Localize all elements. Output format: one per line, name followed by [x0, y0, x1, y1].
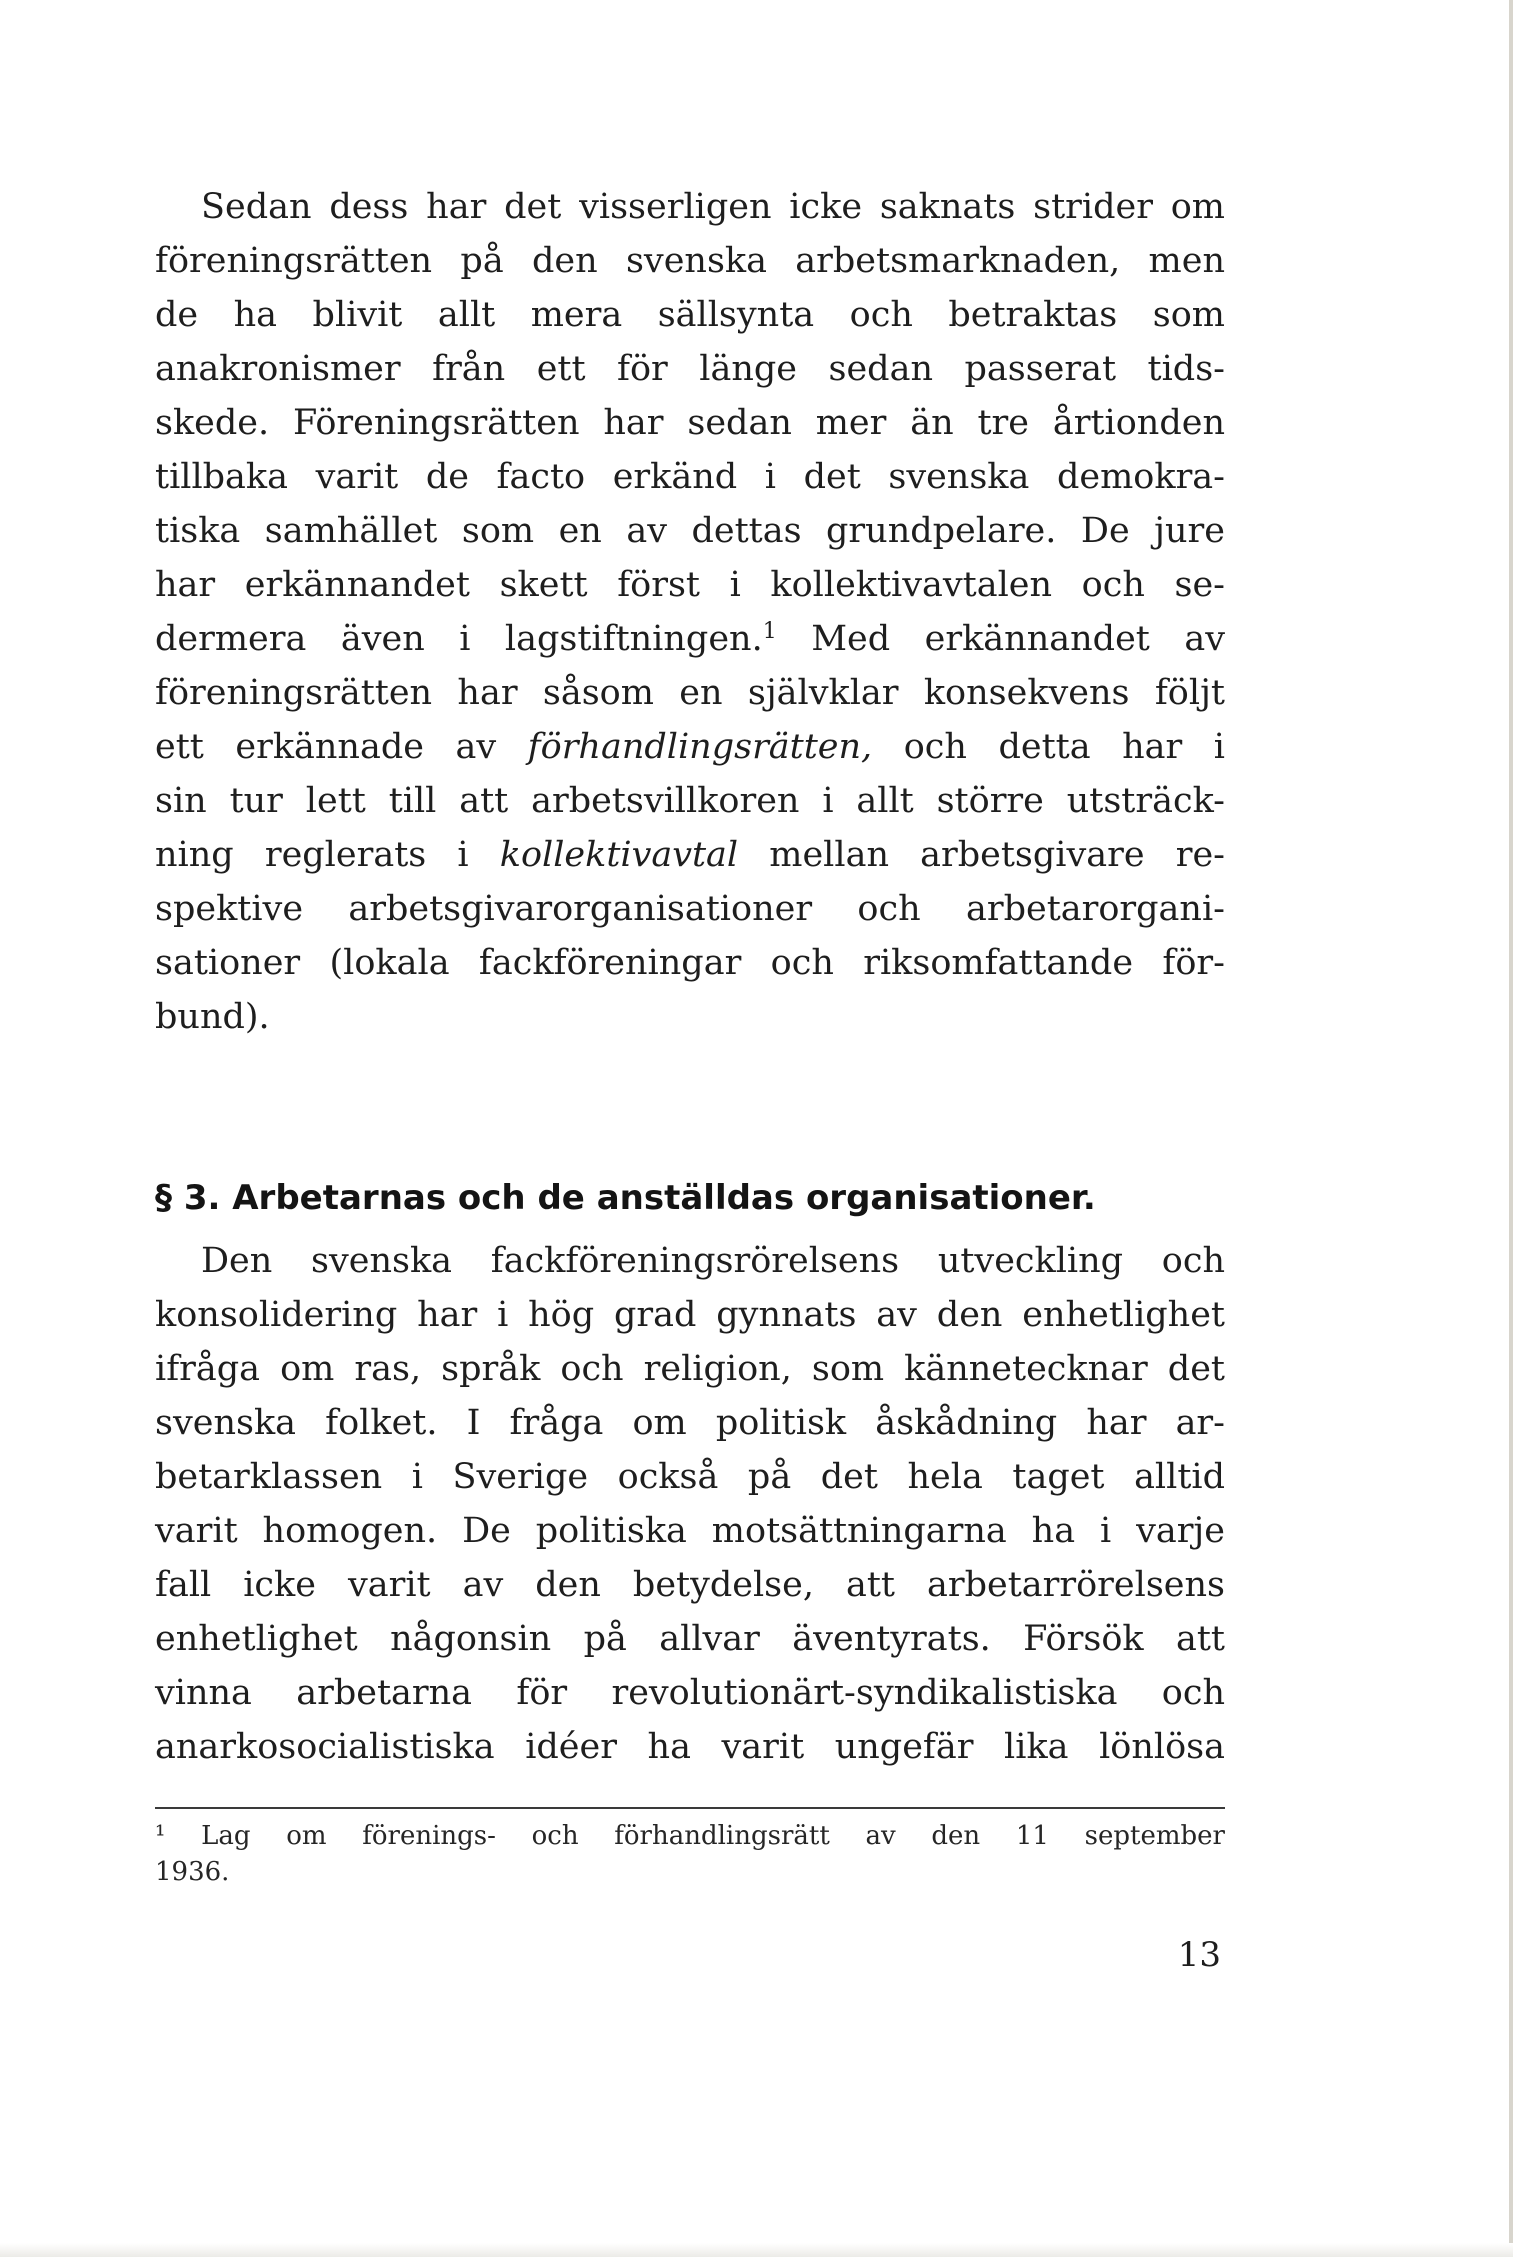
text-line [155, 882, 1225, 936]
text-segment: betarklassen i Sverige också på det hela taget alltid [155, 1457, 1225, 1497]
text-segment: mellan arbetsgivare re- [738, 835, 1225, 875]
text-line [155, 558, 1225, 612]
page-number: 13 [1177, 1935, 1221, 1975]
text-segment: sin tur lett till att arbetsvillkoren i allt större utsträck- [155, 781, 1225, 821]
text-segment: anakronismer från ett för länge sedan passerat tids- [155, 349, 1225, 389]
text-segment: bund). [155, 997, 270, 1037]
text-segment: föreningsrätten har såsom en självklar konsekvens följt [155, 673, 1225, 713]
text-segment: spektive arbetsgivarorganisationer och arbetarorgani- [155, 889, 1225, 929]
text-segment: vinna arbetarna för revolutionärt-syndikalistiska och [155, 1673, 1225, 1713]
text-line [155, 450, 1225, 504]
text-line [155, 234, 1225, 288]
text-line [155, 1450, 1225, 1504]
footnote-marker: 1 [762, 619, 777, 644]
text-segment: de ha blivit allt mera sällsynta och betraktas som [155, 295, 1225, 335]
text-segment: svenska folket. I fråga om politisk åskådning har ar- [155, 1403, 1225, 1443]
text-segment: tillbaka varit de facto erkänd i det svenska demokra- [155, 457, 1225, 497]
text-segment: Med erkännandet av [776, 619, 1225, 659]
text-line [155, 342, 1225, 396]
page-edge-shadow [0, 2243, 1513, 2257]
text-segment: och detta har i [872, 727, 1225, 767]
footnote-line: 1936. [155, 1857, 230, 1887]
footnote-divider [155, 1807, 1225, 1809]
text-segment: tiska samhället som en av dettas grundpelare. De jure [155, 511, 1225, 551]
text-segment: sationer (lokala fackföreningar och riksomfattande för- [155, 943, 1225, 983]
text-segment: ning reglerats i [155, 835, 500, 875]
text-line [155, 1342, 1225, 1396]
text-line [155, 1666, 1225, 1720]
text-segment: anarkosocialistiska idéer ha varit ungefär lika lönlösa [155, 1727, 1225, 1767]
text-line [155, 990, 1225, 1044]
italic-term: förhandlingsrätten, [527, 727, 873, 767]
text-line [155, 666, 1225, 720]
text-segment: konsolidering har i hög grad gynnats av den enhetlighet [155, 1295, 1225, 1335]
text-line [155, 612, 1225, 666]
text-line [155, 936, 1225, 990]
text-segment: skede. Föreningsrätten har sedan mer än tre årtionden [155, 403, 1225, 443]
text-line [155, 504, 1225, 558]
text-line [155, 1504, 1225, 1558]
text-segment: Sedan dess har det visserligen icke saknats strider om [201, 187, 1225, 227]
text-segment: ifråga om ras, språk och religion, som kännetecknar det [155, 1349, 1225, 1389]
section-heading: § 3. Arbetarnas och de anställdas organisationer. [155, 1178, 1096, 1218]
text-line [155, 1558, 1225, 1612]
text-segment: dermera även i lagstiftningen. [155, 619, 763, 659]
text-line [155, 720, 1225, 774]
text-segment: har erkännandet skett först i kollektivavtalen och se- [155, 565, 1225, 605]
italic-term: kollektivavtal [499, 835, 739, 875]
text-line [155, 1720, 1225, 1774]
text-line [155, 180, 1225, 234]
footnote-line: ¹ Lag om förenings- och förhandlingsrätt av den 11 september [155, 1821, 1225, 1851]
text-segment: fall icke varit av den betydelse, att arbetarrörelsens [155, 1565, 1225, 1605]
text-line [155, 396, 1225, 450]
text-line [155, 1612, 1225, 1666]
text-segment: ett erkännade av [155, 727, 528, 767]
text-line [155, 828, 1225, 882]
text-segment: Den svenska fackföreningsrörelsens utveckling och [201, 1241, 1225, 1281]
text-line [155, 288, 1225, 342]
text-line [155, 1396, 1225, 1450]
text-line [155, 774, 1225, 828]
text-line [155, 1288, 1225, 1342]
text-segment: varit homogen. De politiska motsättningarna ha i varje [155, 1511, 1225, 1551]
text-segment: enhetlighet någonsin på allvar äventyrats. Försök att [155, 1619, 1225, 1659]
text-segment: föreningsrätten på den svenska arbetsmarknaden, men [155, 241, 1225, 281]
text-line [155, 1234, 1225, 1288]
